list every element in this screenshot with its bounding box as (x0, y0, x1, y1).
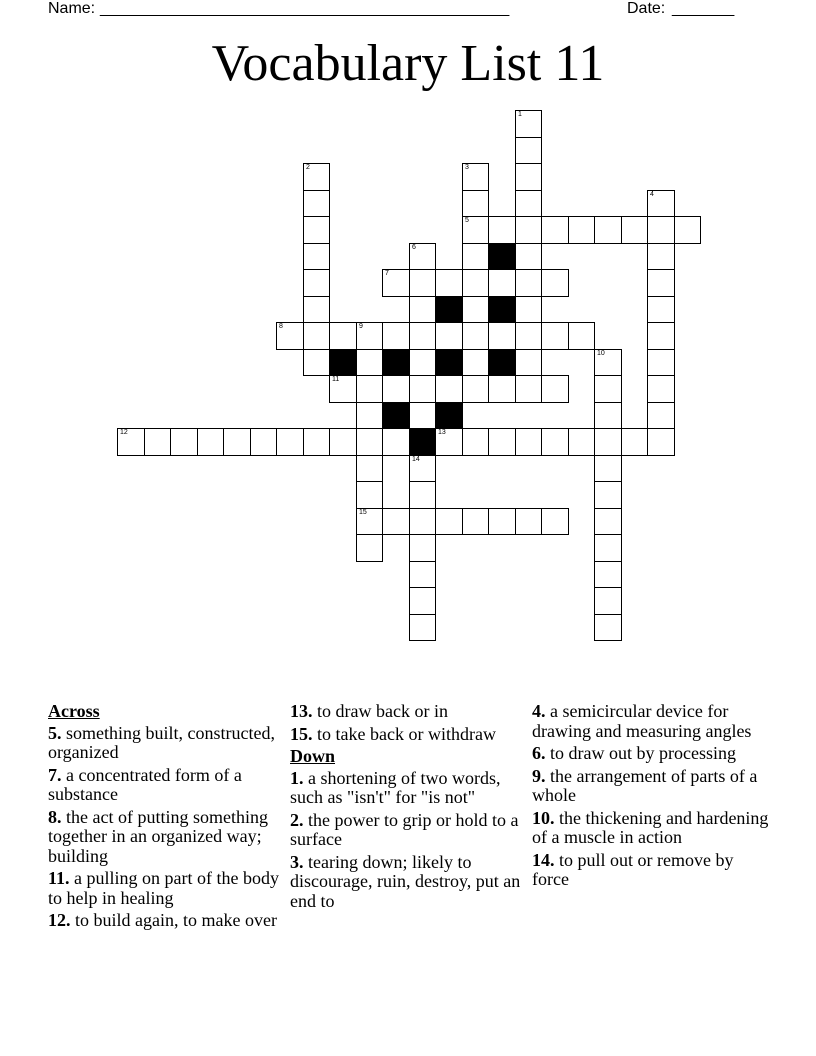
crossword-block (382, 402, 410, 429)
crossword-cell[interactable] (674, 216, 701, 244)
clue-down-14: 14. to pull out or remove by force (532, 849, 734, 889)
crossword-cell[interactable] (303, 269, 330, 297)
crossword-cell[interactable] (276, 428, 304, 456)
crossword-cell[interactable] (435, 322, 463, 350)
crossword-cell[interactable] (488, 508, 516, 535)
crossword-cell[interactable] (276, 322, 304, 350)
crossword-cell[interactable] (462, 163, 489, 191)
crossword-cell[interactable] (329, 322, 357, 350)
crossword-cell[interactable] (594, 481, 622, 509)
crossword-cell[interactable] (356, 481, 383, 509)
crossword-cell[interactable] (488, 322, 516, 350)
crossword-block (488, 243, 516, 270)
clue-down-1: 1. a shortening of two words, such as "isn't" for "is not" (290, 767, 501, 807)
crossword-cell[interactable] (303, 163, 330, 191)
crossword-cell[interactable] (356, 428, 383, 456)
crossword-cell[interactable] (409, 243, 436, 270)
clue-across-15: 15. to take back or withdraw (290, 723, 496, 744)
clue-across-7: 7. a concentrated form of a substance (48, 764, 242, 804)
crossword-cell[interactable] (515, 243, 542, 270)
crossword-cell[interactable] (515, 349, 542, 376)
crossword-cell[interactable] (621, 216, 648, 244)
crossword-cell[interactable] (515, 216, 542, 244)
crossword-cell[interactable] (382, 375, 410, 403)
crossword-cell[interactable] (621, 428, 648, 456)
clue-number: 12 (120, 429, 128, 436)
crossword-block (382, 349, 410, 376)
crossword-cell[interactable] (356, 534, 383, 562)
clue-across-13: 13. to draw back or in (290, 701, 448, 721)
crossword-cell[interactable] (541, 322, 569, 350)
clue-number: 1 (518, 111, 522, 118)
crossword-cell[interactable] (647, 296, 675, 323)
crossword-cell[interactable] (488, 428, 516, 456)
crossword-cell[interactable] (409, 296, 436, 323)
crossword-cell[interactable] (462, 190, 489, 217)
crossword-block (409, 428, 436, 456)
crossword-cell[interactable] (356, 349, 383, 376)
crossword-cell[interactable] (303, 216, 330, 244)
crossword-cell[interactable] (488, 216, 516, 244)
crossword-cell[interactable] (594, 614, 622, 641)
crossword-cell[interactable] (515, 190, 542, 217)
crossword-cell[interactable] (515, 137, 542, 164)
crossword-cell[interactable] (382, 269, 410, 297)
crossword-cell[interactable] (409, 587, 436, 615)
crossword-cell[interactable] (382, 508, 410, 535)
crossword-cell[interactable] (144, 428, 171, 456)
down-heading: Down (290, 746, 336, 766)
crossword-cell[interactable] (488, 269, 516, 297)
clue-down-2: 2. the power to grip or hold to a surface (290, 809, 519, 849)
crossword-cell[interactable] (462, 216, 489, 244)
crossword-cell[interactable] (303, 322, 330, 350)
crossword-cell[interactable] (303, 428, 330, 456)
clue-number: 11 (332, 376, 340, 383)
crossword-cell[interactable] (409, 561, 436, 588)
crossword-cell[interactable] (117, 428, 145, 456)
crossword-cell[interactable] (250, 428, 277, 456)
crossword-cell[interactable] (356, 322, 383, 350)
crossword-cell[interactable] (356, 508, 383, 535)
crossword-cell[interactable] (594, 561, 622, 588)
crossword-cell[interactable] (409, 375, 436, 403)
crossword-cell[interactable] (647, 375, 675, 403)
crossword-cell[interactable] (594, 534, 622, 562)
crossword-cell[interactable] (303, 349, 330, 376)
date-blank[interactable]: _______ (672, 0, 735, 17)
crossword-cell[interactable] (409, 269, 436, 297)
crossword-cell[interactable] (462, 269, 489, 297)
crossword-cell[interactable] (647, 428, 675, 456)
crossword-cell[interactable] (647, 243, 675, 270)
clue-number: 5 (465, 217, 469, 224)
clue-number: 9 (359, 323, 363, 330)
clues-column-3 (532, 702, 772, 893)
crossword-cell[interactable] (594, 587, 622, 615)
clue-number: 15 (359, 509, 367, 516)
crossword-cell[interactable] (594, 216, 622, 244)
crossword-cell[interactable] (647, 349, 675, 376)
crossword-cell[interactable] (435, 269, 463, 297)
crossword-cell[interactable] (515, 375, 542, 403)
crossword-cell[interactable] (356, 455, 383, 482)
crossword-cell[interactable] (435, 375, 463, 403)
crossword-cell[interactable] (541, 508, 569, 535)
crossword-cell[interactable] (568, 322, 595, 350)
crossword-cell[interactable] (382, 322, 410, 350)
crossword-cell[interactable] (435, 508, 463, 535)
crossword-cell[interactable] (462, 296, 489, 323)
crossword-cell[interactable] (303, 296, 330, 323)
clue-number: 4 (650, 191, 654, 198)
crossword-cell[interactable] (541, 375, 569, 403)
clue-number: 2 (306, 164, 310, 171)
crossword-cell[interactable] (488, 375, 516, 403)
crossword-cell[interactable] (568, 428, 595, 456)
crossword-cell[interactable] (462, 243, 489, 270)
crossword-cell[interactable] (409, 508, 436, 535)
crossword-cell[interactable] (594, 375, 622, 403)
crossword-block (435, 349, 463, 376)
crossword-cell[interactable] (197, 428, 224, 456)
crossword-cell[interactable] (435, 428, 463, 456)
clue-across-8: 8. the act of putting something together in an organized way; building (48, 806, 268, 866)
crossword-block (435, 402, 463, 429)
crossword-cell[interactable] (462, 508, 489, 535)
clues-column-1 (48, 702, 284, 934)
name-blank[interactable]: ______________________________________________ (100, 0, 510, 17)
crossword-cell[interactable] (409, 481, 436, 509)
crossword-block (435, 296, 463, 323)
crossword-cell[interactable] (541, 428, 569, 456)
crossword-cell[interactable] (462, 375, 489, 403)
crossword-cell[interactable] (356, 402, 383, 429)
crossword-cell[interactable] (409, 614, 436, 641)
crossword-cell[interactable] (647, 402, 675, 429)
clue-number: 6 (412, 244, 416, 251)
crossword-cell[interactable] (223, 428, 251, 456)
crossword-cell[interactable] (647, 190, 675, 217)
crossword-cell[interactable] (329, 375, 357, 403)
crossword-cell[interactable] (409, 349, 436, 376)
crossword-cell[interactable] (515, 296, 542, 323)
crossword-block (329, 349, 357, 376)
crossword-cell[interactable] (409, 322, 436, 350)
clue-number: 3 (465, 164, 469, 171)
clue-across-11: 11. a pulling on part of the body to help in healing (48, 868, 279, 908)
crossword-cell[interactable] (647, 216, 675, 244)
crossword-cell[interactable] (594, 402, 622, 429)
crossword-cell[interactable] (329, 428, 357, 456)
crossword-cell[interactable] (594, 349, 622, 376)
clue-number: 7 (385, 270, 389, 277)
crossword-cell[interactable] (647, 322, 675, 350)
crossword-cell[interactable] (594, 428, 622, 456)
clues-column-2 (290, 702, 522, 914)
crossword-cell[interactable] (515, 428, 542, 456)
crossword-cell[interactable] (462, 322, 489, 350)
crossword-cell[interactable] (515, 110, 542, 138)
clue-down-6: 6. to draw out by processing (532, 743, 736, 763)
crossword-cell[interactable] (594, 455, 622, 482)
clue-down-3: 3. tearing down; likely to discourage, ruin, destroy, put an end to (290, 851, 521, 911)
crossword-cell[interactable] (541, 216, 569, 244)
across-heading: Across (48, 701, 100, 721)
clue-number: 10 (597, 350, 605, 357)
clue-down-4: 4. a semicircular device for drawing and measuring angles (532, 701, 752, 741)
clue-across-5: 5. something built, constructed, organized (48, 722, 275, 762)
clue-number: 14 (412, 456, 420, 463)
name-label: Name: (48, 0, 100, 17)
crossword-cell[interactable] (409, 402, 436, 429)
clue-number: 8 (279, 323, 283, 330)
crossword-block (488, 349, 516, 376)
clue-down-10: 10. the thickening and hardening of a muscle in action (532, 807, 769, 847)
clue-down-9: 9. the arrangement of parts of a whole (532, 765, 758, 805)
crossword-cell[interactable] (594, 508, 622, 535)
crossword-cell[interactable] (515, 508, 542, 535)
crossword-cell[interactable] (647, 269, 675, 297)
page-title: Vocabulary List 11 (211, 35, 605, 92)
crossword-cell[interactable] (568, 216, 595, 244)
crossword-block (488, 296, 516, 323)
crossword-cell[interactable] (356, 375, 383, 403)
crossword-cell[interactable] (170, 428, 198, 456)
crossword-cell[interactable] (409, 534, 436, 562)
crossword-cell[interactable] (409, 455, 436, 482)
crossword-cell[interactable] (515, 269, 542, 297)
clue-number: 13 (438, 429, 446, 436)
crossword-cell[interactable] (515, 322, 542, 350)
clue-across-12: 12. to build again, to make over (48, 910, 277, 930)
date-label: Date: (627, 0, 670, 17)
crossword-cell[interactable] (515, 163, 542, 191)
crossword-cell[interactable] (462, 428, 489, 456)
crossword-cell[interactable] (541, 269, 569, 297)
crossword-cell[interactable] (303, 190, 330, 217)
crossword-cell[interactable] (303, 243, 330, 270)
crossword-cell[interactable] (382, 428, 410, 456)
